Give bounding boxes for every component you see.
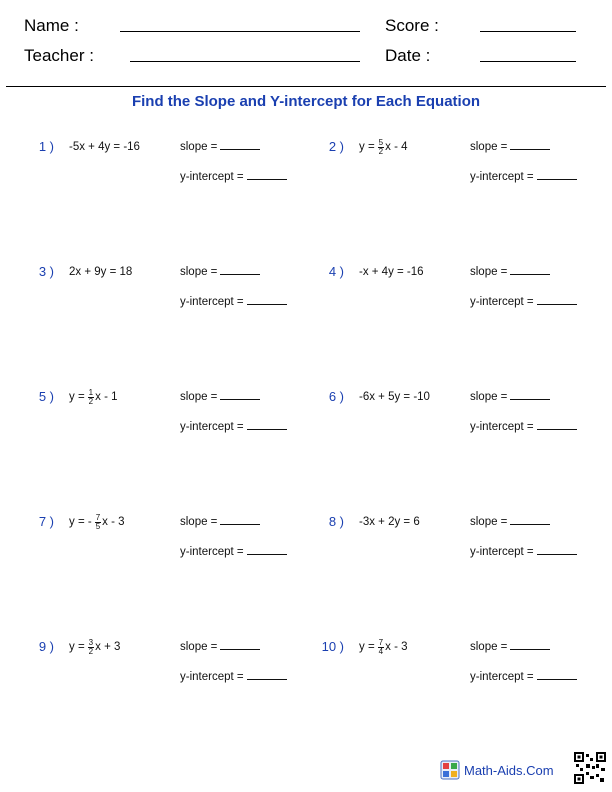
y-intercept-answer — [180, 420, 287, 433]
slope-blank[interactable] — [220, 390, 260, 400]
y-intercept-label: y-intercept = — [180, 671, 244, 683]
y-intercept-answer — [180, 170, 287, 183]
equation-text: -3x + 2y = 6 — [359, 516, 420, 528]
slope-answer — [470, 140, 550, 153]
equation-text: y = — [359, 141, 375, 153]
slope-answer — [180, 515, 260, 528]
slope-answer — [470, 515, 550, 528]
score-field[interactable] — [480, 31, 576, 32]
equation-text-suffix: x + 3 — [95, 641, 121, 653]
fraction — [88, 389, 94, 406]
fraction — [378, 139, 384, 156]
y-intercept-answer — [470, 295, 577, 308]
problem-number: 6 ) — [328, 389, 344, 404]
name-label: Name : — [24, 16, 79, 35]
y-intercept-blank[interactable] — [247, 420, 287, 430]
y-intercept-blank[interactable] — [247, 670, 287, 680]
y-intercept-label: y-intercept = — [470, 171, 534, 183]
slope-blank[interactable] — [510, 515, 550, 525]
y-intercept-label: y-intercept = — [180, 546, 244, 558]
problem-number: 9 ) — [38, 639, 54, 654]
fraction-denominator: 5 — [95, 521, 101, 531]
problem-number: 5 ) — [38, 389, 54, 404]
equation — [69, 387, 118, 407]
slope-answer — [180, 390, 260, 403]
slope-label: slope = — [180, 266, 218, 278]
equation-text: y = — [359, 641, 375, 653]
equation-text: -x + 4y = -16 — [359, 266, 424, 278]
slope-label: slope = — [470, 516, 508, 528]
y-intercept-answer — [180, 545, 287, 558]
slope-label: slope = — [470, 141, 508, 153]
slope-label: slope = — [180, 641, 218, 653]
slope-blank[interactable] — [220, 640, 260, 650]
y-intercept-label: y-intercept = — [470, 296, 534, 308]
slope-label: slope = — [470, 391, 508, 403]
y-intercept-label: y-intercept = — [470, 421, 534, 433]
equation — [359, 262, 424, 282]
equation-text-suffix: x - 3 — [385, 641, 408, 653]
y-intercept-blank[interactable] — [537, 295, 577, 305]
problem-number: 2 ) — [328, 139, 344, 154]
fraction — [88, 639, 94, 656]
slope-answer — [470, 265, 550, 278]
y-intercept-label: y-intercept = — [470, 671, 534, 683]
problem-number: 10 ) — [321, 639, 344, 654]
date-label: Date : — [385, 46, 431, 65]
y-intercept-label: y-intercept = — [180, 296, 244, 308]
y-intercept-label: y-intercept = — [470, 546, 534, 558]
equation-text: 2x + 9y = 18 — [69, 266, 133, 278]
fraction-numerator: 1 — [88, 387, 94, 397]
fraction — [378, 639, 384, 656]
problem-number: 8 ) — [328, 514, 344, 529]
score-label: Score : — [385, 16, 439, 35]
equation — [359, 387, 430, 407]
slope-answer — [180, 265, 260, 278]
fraction-denominator: 2 — [88, 396, 94, 406]
equation-text: -6x + 5y = -10 — [359, 391, 430, 403]
y-intercept-answer — [470, 670, 577, 683]
equation-text: y = — [69, 391, 85, 403]
slope-blank[interactable] — [220, 140, 260, 150]
problem-number: 7 ) — [38, 514, 54, 529]
y-intercept-label: y-intercept = — [180, 421, 244, 433]
y-intercept-answer — [180, 295, 287, 308]
equation — [359, 637, 408, 657]
header-divider — [6, 86, 606, 87]
teacher-label: Teacher : — [24, 46, 94, 65]
y-intercept-blank[interactable] — [537, 670, 577, 680]
slope-label: slope = — [470, 266, 508, 278]
y-intercept-answer — [470, 545, 577, 558]
fraction-numerator: 7 — [95, 512, 101, 522]
y-intercept-answer — [470, 170, 577, 183]
fraction-denominator: 2 — [378, 146, 384, 156]
slope-label: slope = — [470, 641, 508, 653]
name-field[interactable] — [120, 31, 360, 32]
y-intercept-blank[interactable] — [537, 545, 577, 555]
qr-code-icon — [574, 752, 606, 784]
calculator-icon — [440, 760, 460, 780]
footer-logo — [440, 760, 554, 780]
equation — [69, 262, 132, 282]
slope-blank[interactable] — [510, 140, 550, 150]
y-intercept-answer — [470, 420, 577, 433]
fraction — [95, 514, 101, 531]
fraction-numerator: 5 — [378, 137, 384, 147]
logo-text: Math-Aids.Com — [464, 762, 554, 778]
y-intercept-blank[interactable] — [247, 170, 287, 180]
fraction-denominator: 4 — [378, 646, 384, 656]
slope-answer — [470, 640, 550, 653]
slope-blank[interactable] — [510, 640, 550, 650]
problem-number: 1 ) — [38, 139, 54, 154]
fraction-numerator: 3 — [88, 637, 94, 647]
y-intercept-blank[interactable] — [247, 545, 287, 555]
slope-answer — [180, 640, 260, 653]
equation-text: y = — [69, 641, 85, 653]
y-intercept-label: y-intercept = — [180, 171, 244, 183]
slope-blank[interactable] — [510, 390, 550, 400]
slope-label: slope = — [180, 516, 218, 528]
problem-number: 4 ) — [328, 264, 344, 279]
problem-number: 3 ) — [38, 264, 54, 279]
equation — [69, 137, 140, 157]
equation-text-suffix: x - 4 — [385, 141, 408, 153]
equation-text-suffix: x - 1 — [95, 391, 118, 403]
worksheet-title: Find the Slope and Y-intercept for Each Equation — [131, 93, 481, 110]
date-field[interactable] — [480, 61, 576, 62]
slope-answer — [470, 390, 550, 403]
fraction-numerator: 7 — [378, 637, 384, 647]
slope-label: slope = — [180, 141, 218, 153]
equation-text-suffix: x - 3 — [102, 516, 125, 528]
y-intercept-blank[interactable] — [537, 170, 577, 180]
slope-blank[interactable] — [220, 265, 260, 275]
fraction-denominator: 2 — [88, 646, 94, 656]
equation-text: -5x + 4y = -16 — [69, 141, 140, 153]
teacher-field[interactable] — [130, 61, 360, 62]
y-intercept-blank[interactable] — [247, 295, 287, 305]
slope-answer — [180, 140, 260, 153]
y-intercept-blank[interactable] — [537, 420, 577, 430]
equation-text: y = - — [69, 516, 92, 528]
equation — [69, 512, 125, 532]
equation — [359, 512, 420, 532]
slope-label: slope = — [180, 391, 218, 403]
equation — [359, 137, 408, 157]
slope-blank[interactable] — [510, 265, 550, 275]
equation — [69, 637, 120, 657]
y-intercept-answer — [180, 670, 287, 683]
slope-blank[interactable] — [220, 515, 260, 525]
